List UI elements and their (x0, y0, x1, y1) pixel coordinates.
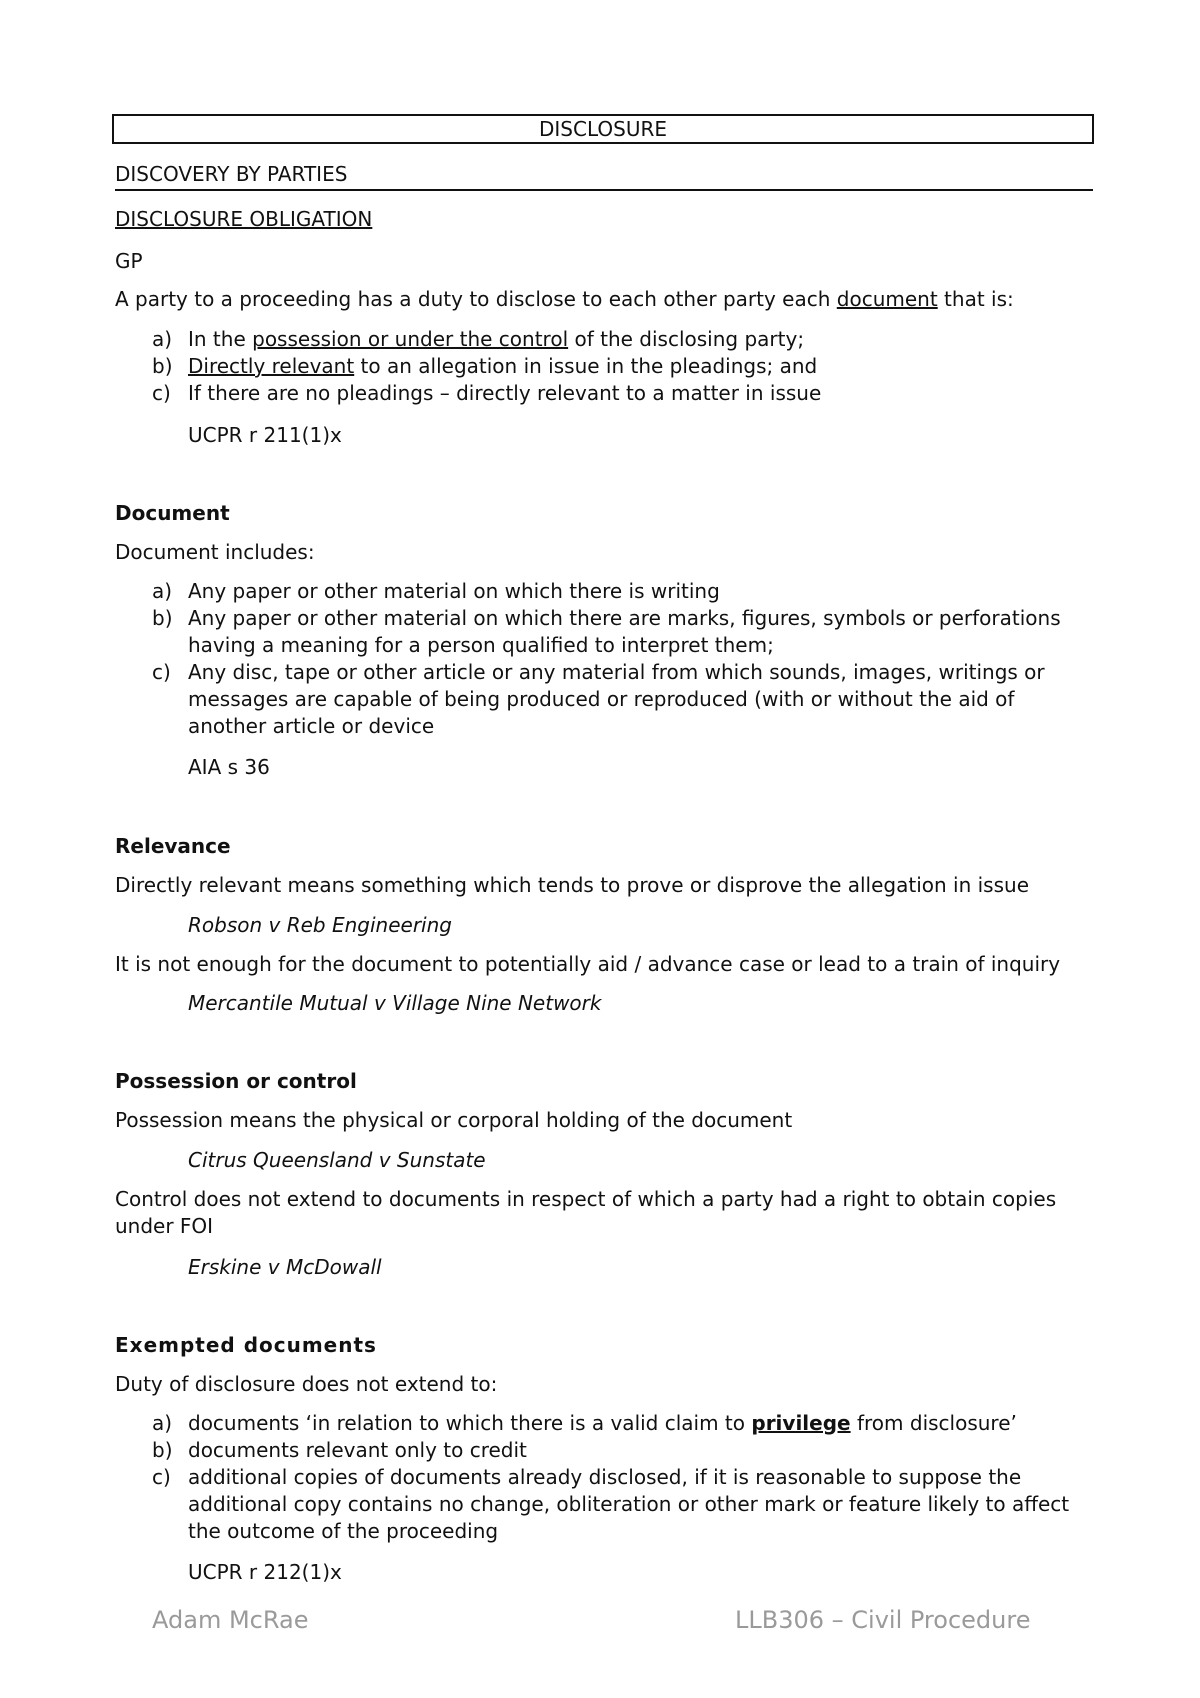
citation: AIA s 36 (188, 755, 270, 779)
document-intro: Document includes: (115, 540, 315, 564)
subsection-heading: DISCLOSURE OBLIGATION (115, 207, 373, 231)
case-citation: Erskine v McDowall (188, 1255, 382, 1279)
footer-course: LLB306 – Civil Procedure (735, 1606, 1031, 1634)
relevance-heading: Relevance (115, 834, 231, 858)
gp-intro: A party to a proceeding has a duty to disclose to each other party each document that is: (115, 287, 1014, 311)
citation: UCPR r 211(1)x (188, 423, 342, 447)
footer-author: Adam McRae (152, 1606, 309, 1634)
gp-heading: GP (115, 249, 143, 273)
possession-heading: Possession or control (115, 1069, 357, 1093)
page-title: DISCLOSURE (112, 114, 1094, 144)
document-term: document (836, 287, 938, 311)
document-page: DISCLOSURE DISCOVERY BY PARTIES DISCLOSURE OBLIGATION GP A party to a proceeding has a duty to disclose to each other party each document that is: a) In the possession or under the control of the disclosing party; b) Directly relevant to an allegation in issue in the pleadings; and c) If there are no pleadings – directly relevant to a matter in issue UCPR r 211(1)x Document Document includes: a) Any paper or other material on which there is writing b) Any paper or other material on which there are marks, figures, symbols or perforations having a meaning for a person qualified to interpret them; c) Any disc, tape or other article or any material from which sounds, images, writings or messages are capable of being produced or reproduced (with or without the aid of another article or device AIA s 36 Relevance Directly relevant means something which tends to prove or disprove the allegation in issue Robson v Reb Engineering It is not enough for the document to potentially aid / advance case or lead to a train of inquiry Mercantile Mutual v Village Nine Network Possession or control Possession means the physical or corporal holding of the document Citrus Queensland v Sunstate Control does not extend to documents in respect of which a party had a right to obtain copies under FOI Erskine v McDowall Exempted documents Duty of disclosure does not extend to: a) documents ‘in relation to which there is a valid claim to privilege from disclosure’ b) documents relevant only to credit c) additional copies of documents already disclosed, if it is reasonable to suppose the additional copy contains no change, obliteration or other mark or feature likely to affect the outcome of the proceeding UCPR r 212(1)x Adam McRae LLB306 – Civil Procedure (0, 0, 1200, 1698)
relevance-paragraph: Directly relevant means something which tends to prove or disprove the allegation in issue (115, 873, 1029, 897)
possession-paragraph: Possession means the physical or corporal holding of the document (115, 1108, 793, 1132)
exempted-heading: Exempted documents (115, 1333, 377, 1357)
section-heading: DISCOVERY BY PARTIES (115, 161, 1093, 191)
case-citation: Mercantile Mutual v Village Nine Network (188, 991, 602, 1015)
case-citation: Citrus Queensland v Sunstate (188, 1148, 486, 1172)
citation: UCPR r 212(1)x (188, 1560, 342, 1584)
relevance-paragraph: It is not enough for the document to potentially aid / advance case or lead to a train of inquiry (115, 952, 1061, 976)
case-citation: Robson v Reb Engineering (188, 913, 452, 937)
privilege-term: privilege (751, 1411, 851, 1435)
exempted-intro: Duty of disclosure does not extend to: (115, 1372, 498, 1396)
possession-paragraph: Control does not extend to documents in respect of which a party had a right to obtain copies under FOI (115, 1187, 1057, 1238)
document-heading: Document (115, 501, 230, 525)
